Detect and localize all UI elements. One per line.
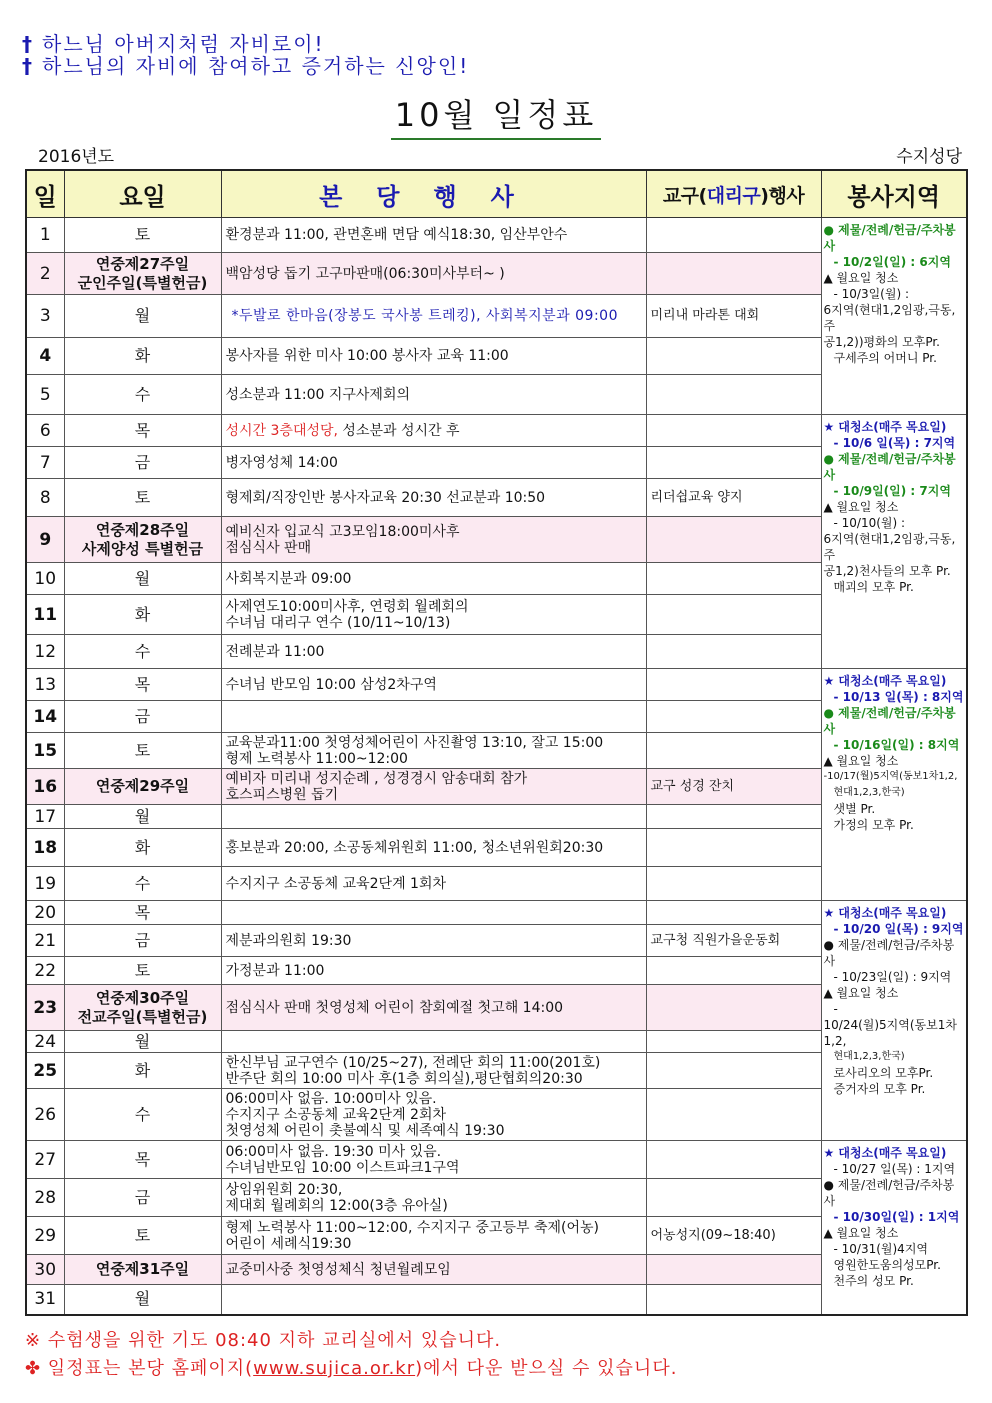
volunteer-line: 구세주의 어머니 Pr.: [833, 351, 937, 365]
weekday-line: 목: [134, 1149, 151, 1169]
weekday-cell: [64, 595, 221, 635]
header-parish-pre: 교구(: [662, 184, 707, 207]
parish-events-cell: [221, 985, 646, 1031]
day-number: 10: [26, 563, 64, 595]
parish-events-cell: [221, 447, 646, 479]
weekday-cell: [64, 1255, 221, 1285]
weekday-line: 월: [134, 306, 151, 325]
motto-text-1: 하느님 아버지처럼 자비로이!: [42, 32, 325, 56]
diocese-events-cell: [646, 415, 821, 447]
parish-events-cell: [221, 901, 646, 925]
event-line: 전례분과 11:00: [225, 643, 325, 660]
event-line: 형제회/직장인반 봉사자교육 20:30 선교분과 10:50: [225, 489, 546, 506]
day-number: 24: [26, 1031, 64, 1053]
weekday-cell: [64, 1141, 221, 1179]
weekday-line: 연중제31주일: [95, 1260, 190, 1278]
cross-icon: †: [22, 32, 34, 56]
year-label: 2016년도: [38, 147, 115, 167]
parish-events-cell: [221, 375, 646, 415]
day-number: 27: [26, 1141, 64, 1179]
diocese-events-cell: [646, 701, 821, 733]
weekday-cell: [64, 218, 221, 253]
parish-events-cell: [221, 733, 646, 769]
event-line: 사제연도10:00미사후, 연령회 월례회의: [225, 598, 469, 615]
parish-events-cell: [221, 1089, 646, 1141]
volunteer-line: ▲ 월요일 청소: [823, 1226, 899, 1240]
footer-post: )에서 다운 받으실 수 있습니다.: [415, 1358, 678, 1379]
parish-events-cell: [221, 925, 646, 957]
weekday-cell: [64, 1217, 221, 1255]
weekday-cell: [64, 415, 221, 447]
weekday-cell: [64, 1089, 221, 1141]
event-line: 수지지구 소공동체 교육2단계 1회차: [225, 875, 447, 892]
event-line: 사회복지분과 09:00: [225, 570, 352, 587]
parish-events-cell: [221, 338, 646, 375]
weekday-cell: [64, 479, 221, 517]
volunteer-line: ● 제물/전례/헌금/주차봉사: [823, 706, 956, 736]
volunteer-region-cell: [821, 218, 967, 415]
weekday-line: 목: [134, 902, 151, 922]
diocese-events-cell: [646, 635, 821, 669]
volunteer-line: - 10/6 일(목) : 7지역: [833, 436, 956, 450]
weekday-line: 금: [134, 452, 151, 472]
header-row: [26, 170, 967, 218]
diocese-events-cell: 리더쉽교육 양지: [646, 479, 821, 517]
weekday-cell: [64, 925, 221, 957]
weekday-line: 사제양성 특별헌금: [81, 539, 204, 558]
diocese-events-cell: [646, 1089, 821, 1141]
day-number: 21: [26, 925, 64, 957]
weekday-line: 토: [134, 225, 151, 244]
parish-events-cell: [221, 1031, 646, 1053]
weekday-cell: [64, 669, 221, 701]
day-number: 18: [26, 829, 64, 867]
volunteer-line: 매괴의 모후 Pr.: [833, 580, 914, 594]
parish-events-cell: [221, 1285, 646, 1315]
day-number: 20: [26, 901, 64, 925]
diocese-events-cell: [646, 563, 821, 595]
parish-events-cell: [221, 635, 646, 669]
weekday-cell: [64, 733, 221, 769]
motto-line-2: [22, 50, 469, 79]
parish-events-cell: [221, 805, 646, 829]
weekday-line: 목: [134, 420, 151, 440]
parish-name: 수지성당: [896, 147, 962, 167]
schedule-row: [26, 669, 967, 701]
weekday-cell: [64, 805, 221, 829]
weekday-cell: [64, 1179, 221, 1217]
event-line: 상임위원회 20:30,: [225, 1181, 343, 1198]
volunteer-line: 현대1,2,3,한국): [833, 787, 905, 798]
weekday-cell: [64, 901, 221, 925]
diocese-events-cell: 미리내 마라톤 대회: [646, 295, 821, 338]
diocese-events-cell: [646, 829, 821, 867]
weekday-line: 연중제29주일: [95, 777, 190, 795]
event-line: 성소분과 11:00 지구사제회의: [225, 386, 410, 403]
weekday-line: 금: [134, 930, 151, 950]
weekday-line: 목: [134, 674, 151, 694]
volunteer-region-cell: [821, 1141, 967, 1315]
header-weekday: 요일: [64, 170, 221, 218]
weekday-cell: [64, 1285, 221, 1315]
volunteer-line: ★ 대청소(매주 목요일): [823, 420, 947, 434]
weekday-line: 수: [134, 873, 151, 893]
volunteer-line: 6지역(현대1,2임광,극동,주: [823, 532, 956, 562]
parish-events-cell: [221, 1217, 646, 1255]
parish-events-cell: [221, 218, 646, 253]
event-line: 제대회 월례회의 12:00(3층 유아실): [225, 1197, 448, 1214]
footer-pre: ✤ 일정표는 본당 홈페이지(: [25, 1358, 254, 1379]
event-line: 반주단 회의 10:00 미사 후(1층 회의실),평단협회의20:30: [225, 1070, 583, 1087]
diocese-events-cell: [646, 669, 821, 701]
volunteer-line: - 10/16일(일) : 8지역: [833, 738, 960, 752]
volunteer-line: - 10/9일(일) : 7지역: [833, 484, 951, 498]
header-parish-mid: 대리구: [706, 184, 761, 207]
weekday-line: 화: [134, 604, 151, 624]
event-line: 수지지구 소공동체 교육2단계 2회차: [225, 1106, 447, 1123]
weekday-line: 토: [134, 740, 151, 760]
parish-events-cell: [221, 253, 646, 295]
event-line: 예비자 미리내 성지순례 , 성경경시 암송대회 참가: [225, 770, 528, 787]
event-line: 예비신자 입교식 고3모임18:00미사후: [225, 523, 460, 540]
volunteer-line: 천주의 성모 Pr.: [833, 1274, 914, 1288]
weekday-cell: [64, 1053, 221, 1089]
volunteer-line: ● 제물/전례/헌금/주차봉사: [823, 1178, 955, 1208]
volunteer-line: ▲ 월요일 청소: [823, 271, 899, 285]
parish-events-cell: [221, 595, 646, 635]
event-line: 가정분과 11:00: [225, 962, 325, 979]
day-number: 11: [26, 595, 64, 635]
diocese-events-cell: [646, 1141, 821, 1179]
volunteer-line: - 10/2일(일) : 6지역: [833, 255, 951, 269]
event-line: 환경분과 11:00, 관면혼배 면담 예식18:30, 임산부안수: [225, 227, 568, 243]
day-number: 26: [26, 1089, 64, 1141]
parish-events-cell: [221, 479, 646, 517]
day-number: 25: [26, 1053, 64, 1089]
weekday-cell: [64, 1031, 221, 1053]
weekday-line: 금: [134, 706, 151, 726]
event-line: 홍보분과 20:00, 소공동체위원회 11:00, 청소년위원회20:30: [225, 839, 604, 856]
day-number: 4: [26, 338, 64, 375]
day-number: 9: [26, 517, 64, 563]
day-number: 19: [26, 867, 64, 901]
diocese-events-cell: [646, 901, 821, 925]
diocese-events-cell: [646, 253, 821, 295]
weekday-line: 토: [134, 1225, 151, 1245]
weekday-line: 금: [134, 1187, 151, 1207]
volunteer-line: - 10/23일(일) : 9지역: [833, 970, 952, 984]
parish-events-cell: [221, 415, 646, 447]
footer-website-note: [25, 1354, 677, 1380]
parish-events-cell: [221, 1053, 646, 1089]
parish-events-cell: [221, 957, 646, 985]
schedule-row: [26, 218, 967, 253]
volunteer-line: 10/24(월)5지역(동보1차1,2,: [823, 1018, 957, 1048]
page-title: [0, 90, 992, 140]
volunteer-line: ★ 대청소(매주 목요일): [823, 674, 947, 688]
volunteer-line: 공1,2)천사들의 모후 Pr.: [823, 564, 951, 578]
cross-icon: †: [22, 54, 34, 78]
parish-events-cell: [221, 517, 646, 563]
weekday-line: 연중제30주일: [95, 988, 190, 1007]
weekday-cell: [64, 829, 221, 867]
event-line: 봉사자를 위한 미사 10:00 봉사자 교육 11:00: [225, 348, 509, 364]
day-number: 5: [26, 375, 64, 415]
parish-events-cell: [221, 701, 646, 733]
schedule-row: [26, 415, 967, 447]
volunteer-line: - 10/3일(월) :: [833, 287, 909, 301]
volunteer-line: ▲ 월요일 청소: [823, 500, 899, 514]
event-line: 교육분과11:00 첫영성체어린이 사진촬영 13:10, 잘고 15:00: [225, 734, 604, 751]
weekday-cell: [64, 957, 221, 985]
diocese-events-cell: [646, 733, 821, 769]
header-events: 본당행사: [221, 170, 646, 218]
volunteer-line: - 10/27 일(목) : 1지역: [833, 1162, 956, 1176]
diocese-events-cell: [646, 447, 821, 479]
diocese-events-cell: [646, 517, 821, 563]
weekday-line: 수: [134, 384, 151, 404]
weekday-cell: [64, 867, 221, 901]
diocese-events-cell: [646, 985, 821, 1031]
weekday-line: 연중제27주일: [95, 254, 190, 273]
volunteer-line: 샛별 Pr.: [833, 802, 876, 816]
diocese-events-cell: [646, 1179, 821, 1217]
day-number: 8: [26, 479, 64, 517]
weekday-cell: [64, 985, 221, 1031]
weekday-line: 화: [134, 1060, 151, 1080]
schedule-row: [26, 1141, 967, 1179]
homepage-link[interactable]: www.sujica.or.kr: [253, 1358, 416, 1379]
page-title-text: 10월 일정표: [391, 90, 602, 140]
event-line: 병자영성체 14:00: [225, 454, 338, 471]
diocese-events-cell: [646, 957, 821, 985]
diocese-events-cell: 어농성지(09~18:40): [646, 1217, 821, 1255]
weekday-cell: [64, 635, 221, 669]
weekday-cell: [64, 338, 221, 375]
day-number: 31: [26, 1285, 64, 1315]
day-number: 7: [26, 447, 64, 479]
volunteer-line: 증거자의 모후 Pr.: [833, 1082, 926, 1096]
weekday-cell: [64, 295, 221, 338]
diocese-events-cell: [646, 338, 821, 375]
volunteer-line: ▲ 월요일 청소: [823, 986, 899, 1000]
day-number: 14: [26, 701, 64, 733]
diocese-events-cell: [646, 1255, 821, 1285]
event-line: 호스피스병원 돕기: [225, 786, 339, 803]
volunteer-line: -: [833, 1002, 838, 1016]
event-line: 어린이 세례식19:30: [225, 1235, 352, 1252]
header-parish-post: )행사: [760, 184, 805, 207]
volunteer-line: 가정의 모후 Pr.: [833, 818, 914, 832]
event-line: 점심식사 판매 첫영성체 어린이 참회예절 첫고해 14:00: [225, 999, 564, 1016]
event-line: 교중미사중 첫영성체식 청년월례모임: [225, 1261, 451, 1278]
weekday-cell: [64, 769, 221, 805]
event-text: 성소분과 성시간 후: [337, 422, 460, 439]
parish-events-cell: [221, 1179, 646, 1217]
day-number: 17: [26, 805, 64, 829]
event-line: *두발로 한마음(장봉도 국사봉 트레킹), 사회복지분과 09:00: [231, 308, 618, 324]
volunteer-region-cell: [821, 415, 967, 669]
event-line: 백암성당 돕기 고구마판매(06:30미사부터~ ): [225, 265, 505, 282]
event-line: 수녀님 반모임 10:00 삼성2차구역: [225, 676, 437, 693]
event-line: 06:00미사 없음. 10:00미사 있음.: [225, 1090, 437, 1107]
event-line: 한신부님 교구연수 (10/25~27), 전례단 회의 11:00(201호): [225, 1054, 601, 1071]
parish-events-cell: [221, 1255, 646, 1285]
parish-events-cell: [221, 295, 646, 338]
volunteer-region-cell: [821, 901, 967, 1141]
weekday-cell: [64, 701, 221, 733]
weekday-line: 화: [134, 346, 151, 365]
event-line: 형제 노력봉사 11:00~12:00: [225, 750, 408, 767]
parish-events-cell: [221, 769, 646, 805]
schedule-table: [25, 169, 968, 1316]
day-number: 30: [26, 1255, 64, 1285]
day-number: 13: [26, 669, 64, 701]
volunteer-line: 6지역(현대1,2임광,극동,주: [823, 303, 956, 333]
weekday-line: 전교주일(특별헌금): [77, 1007, 208, 1026]
weekday-line: 수: [134, 641, 151, 661]
volunteer-line: - 10/31(월)4지역: [833, 1242, 929, 1256]
day-number: 1: [26, 218, 64, 253]
event-line: 06:00미사 없음. 19:30 미사 있음.: [225, 1143, 442, 1160]
volunteer-region-cell: [821, 669, 967, 901]
volunteer-line: ★ 대청소(매주 목요일): [823, 906, 947, 920]
motto-text-2: 하느님의 자비에 참여하고 증거하는 신앙인!: [42, 54, 470, 78]
volunteer-line: - 10/13 일(목) : 8지역: [833, 690, 964, 704]
day-number: 3: [26, 295, 64, 338]
parish-events-cell: [221, 669, 646, 701]
event-highlight: 성시간 3층대성당,: [225, 422, 338, 439]
weekday-cell: [64, 517, 221, 563]
day-number: 12: [26, 635, 64, 669]
volunteer-line: ● 제물/전례/헌금/주차봉사: [823, 452, 956, 482]
weekday-line: 월: [134, 806, 151, 826]
event-line: 형제 노력봉사 11:00~12:00, 수지지구 중고등부 축제(어농): [225, 1219, 599, 1236]
diocese-events-cell: 교구청 직원가을운동회: [646, 925, 821, 957]
header-parish-events: [646, 170, 821, 218]
diocese-events-cell: [646, 595, 821, 635]
volunteer-line: 영원한도움의성모Pr.: [833, 1258, 941, 1272]
day-number: 22: [26, 957, 64, 985]
volunteer-line: - 10/20 일(목) : 9지역: [833, 922, 964, 936]
volunteer-line: ● 제물/전례/헌금/주차봉사: [823, 938, 955, 968]
volunteer-line: - 10/10(월) :: [833, 516, 906, 530]
weekday-line: 화: [134, 837, 151, 857]
weekday-line: 연중제28주일: [95, 520, 190, 539]
weekday-line: 월: [134, 1289, 151, 1309]
weekday-cell: [64, 563, 221, 595]
parish-events-cell: [221, 867, 646, 901]
diocese-events-cell: [646, 805, 821, 829]
day-number: 6: [26, 415, 64, 447]
volunteer-line: -10/17(월)5지역(동보1차1,2,: [823, 771, 958, 782]
parish-events-cell: [221, 1141, 646, 1179]
weekday-line: 월: [134, 1031, 151, 1051]
diocese-events-cell: [646, 218, 821, 253]
diocese-events-cell: [646, 1053, 821, 1089]
diocese-events-cell: [646, 375, 821, 415]
diocese-events-cell: [646, 1031, 821, 1053]
schedule-row: [26, 901, 967, 925]
event-line: 점심식사 판매: [225, 539, 312, 556]
volunteer-line: 현대1,2,3,한국): [833, 1051, 905, 1062]
day-number: 23: [26, 985, 64, 1031]
volunteer-line: 로사리오의 모후Pr.: [833, 1066, 934, 1080]
day-number: 29: [26, 1217, 64, 1255]
weekday-line: 월: [134, 568, 151, 588]
day-number: 16: [26, 769, 64, 805]
parish-events-cell: [221, 829, 646, 867]
weekday-cell: [64, 447, 221, 479]
day-number: 2: [26, 253, 64, 295]
day-number: 28: [26, 1179, 64, 1217]
volunteer-line: ● 제물/전례/헌금/주차봉사: [823, 223, 956, 253]
weekday-line: 토: [134, 487, 151, 507]
diocese-events-cell: [646, 1285, 821, 1315]
weekday-cell: [64, 253, 221, 295]
footer-prayer-note: ※ 수험생을 위한 기도 08:40 지하 교리실에서 있습니다.: [25, 1330, 502, 1351]
header-day: 일: [26, 170, 64, 218]
parish-events-cell: [221, 563, 646, 595]
weekday-line: 토: [134, 960, 151, 980]
volunteer-line: ▲ 월요일 청소: [823, 754, 899, 768]
volunteer-line: ★ 대청소(매주 목요일): [823, 1146, 947, 1160]
diocese-events-cell: 교구 성경 잔치: [646, 769, 821, 805]
weekday-cell: [64, 375, 221, 415]
day-number: 15: [26, 733, 64, 769]
event-line: 수녀님 대리구 연수 (10/11~10/13): [225, 614, 451, 631]
weekday-line: 군인주일(특별헌금): [77, 273, 208, 292]
event-line: 수녀님반모임 10:00 이스트파크1구역: [225, 1159, 460, 1176]
header-volunteer: 봉사지역: [821, 170, 967, 218]
volunteer-line: 공1,2))평화의 모후Pr.: [823, 335, 940, 349]
diocese-events-cell: [646, 867, 821, 901]
weekday-line: 수: [134, 1104, 151, 1124]
event-line: 제분과의원회 19:30: [225, 932, 352, 949]
event-line: 첫영성체 어린이 촛불예식 및 세족예식 19:30: [225, 1122, 505, 1139]
volunteer-line: - 10/30일(일) : 1지역: [833, 1210, 960, 1224]
